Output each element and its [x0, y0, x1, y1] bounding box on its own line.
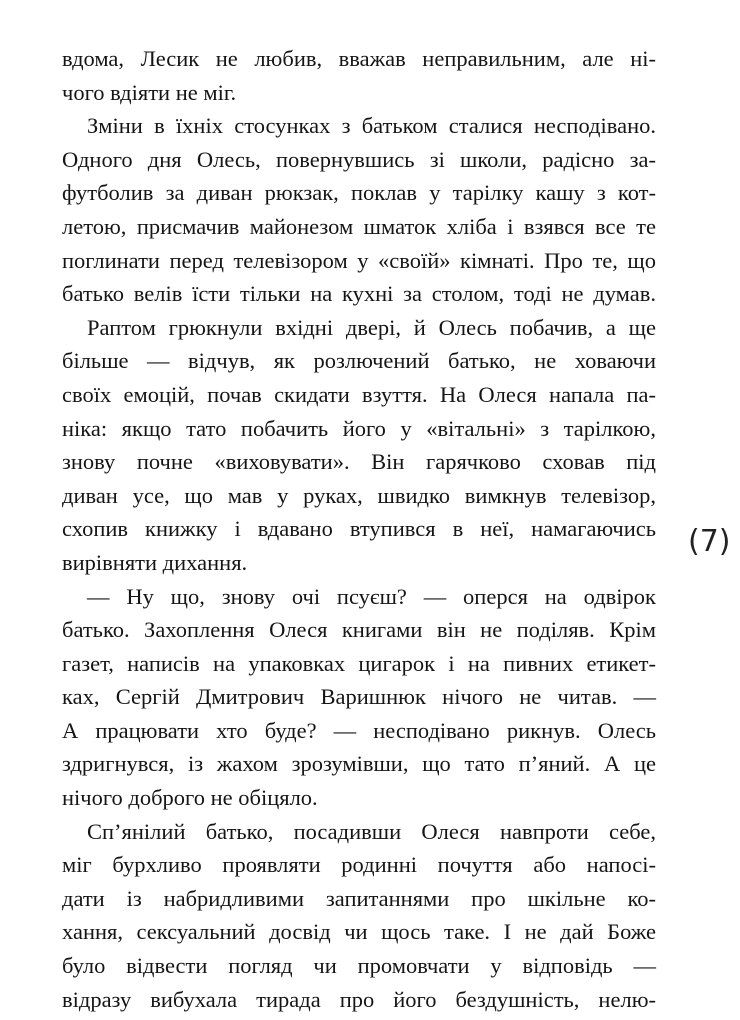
text-line: ках, Сергій Дмитрович Варишнюк нічого не читав. —: [62, 684, 656, 710]
text-line: дати із набридливими запитаннями про шкільне ко-: [62, 885, 656, 911]
text-line: Раптом грюкнули вхідні двері, й Олесь побачив, а ще: [87, 314, 656, 340]
text-line: знову почне «виховувати». Він гарячково сховав під: [62, 449, 656, 475]
text-line: своїх емоцій, почав скидати взуття. На Олеся напала па-: [62, 381, 656, 407]
body-text: [62, 42, 656, 1016]
text-line: вирівняти дихання.: [62, 549, 248, 575]
text-line: Сп’янілий батько, посадивши Олеся навпроти себе,: [87, 818, 656, 844]
text-line: вдома, Лесик не любив, вважав неправильним, але ні-: [62, 46, 656, 71]
text-line: Одного дня Олесь, повернувшись зі школи, радісно за-: [62, 146, 656, 172]
text-line: диван усе, що мав у руках, швидко вимкнув телевізор,: [62, 482, 656, 508]
text-line: було відвести погляд чи промовчати у відповідь —: [62, 953, 656, 979]
text-line: батько велів їсти тільки на кухні за столом, тоді не думав.: [62, 281, 656, 307]
text-line: поглинати перед телевізором у «своїй» кімнаті. Про те, що: [62, 247, 656, 273]
text-line: схопив книжку і вдавано втупився в неї, намагаючись: [62, 516, 656, 542]
text-line: ніка: якщо тато побачить його у «вітальні» з тарілкою,: [62, 415, 656, 441]
text-line: чого вдіяти не міг.: [62, 79, 237, 105]
text-line: батько. Захоплення Олеся книгами він не поділяв. Крім: [62, 617, 656, 643]
text-line: міг бурхливо проявляти родинні почуття або напосі-: [62, 852, 656, 878]
text-line: здригнувся, із жахом зрозумівши, що тато п’яний. А це: [62, 751, 656, 777]
text-line: нічого доброго не обіцяло.: [62, 785, 318, 811]
text-line: хання, сексуальний досвід чи щось таке. І не дай Боже: [62, 919, 656, 945]
page-number: (7): [688, 524, 731, 559]
text-line: — Ну що, знову очі псуєш? — оперся на одвірок: [87, 583, 656, 609]
text-line: газет, написів на упаковках цигарок і на пивних етикет-: [62, 650, 656, 676]
text-line: летою, присмачив майонезом шматок хліба і взявся все те: [62, 213, 656, 239]
text-line: футболив за диван рюкзак, поклав у тарілку кашу з кот-: [62, 180, 656, 206]
text-line: більше — відчув, як розлючений батько, не ховаючи: [62, 348, 656, 374]
text-line: відразу вибухала тирада про його бездушність, нелю-: [62, 986, 656, 1012]
text-line: Зміни в їхніх стосунках з батьком сталися несподівано.: [87, 113, 656, 139]
text-line: А працювати хто буде? — несподівано рикнув. Олесь: [62, 717, 656, 743]
